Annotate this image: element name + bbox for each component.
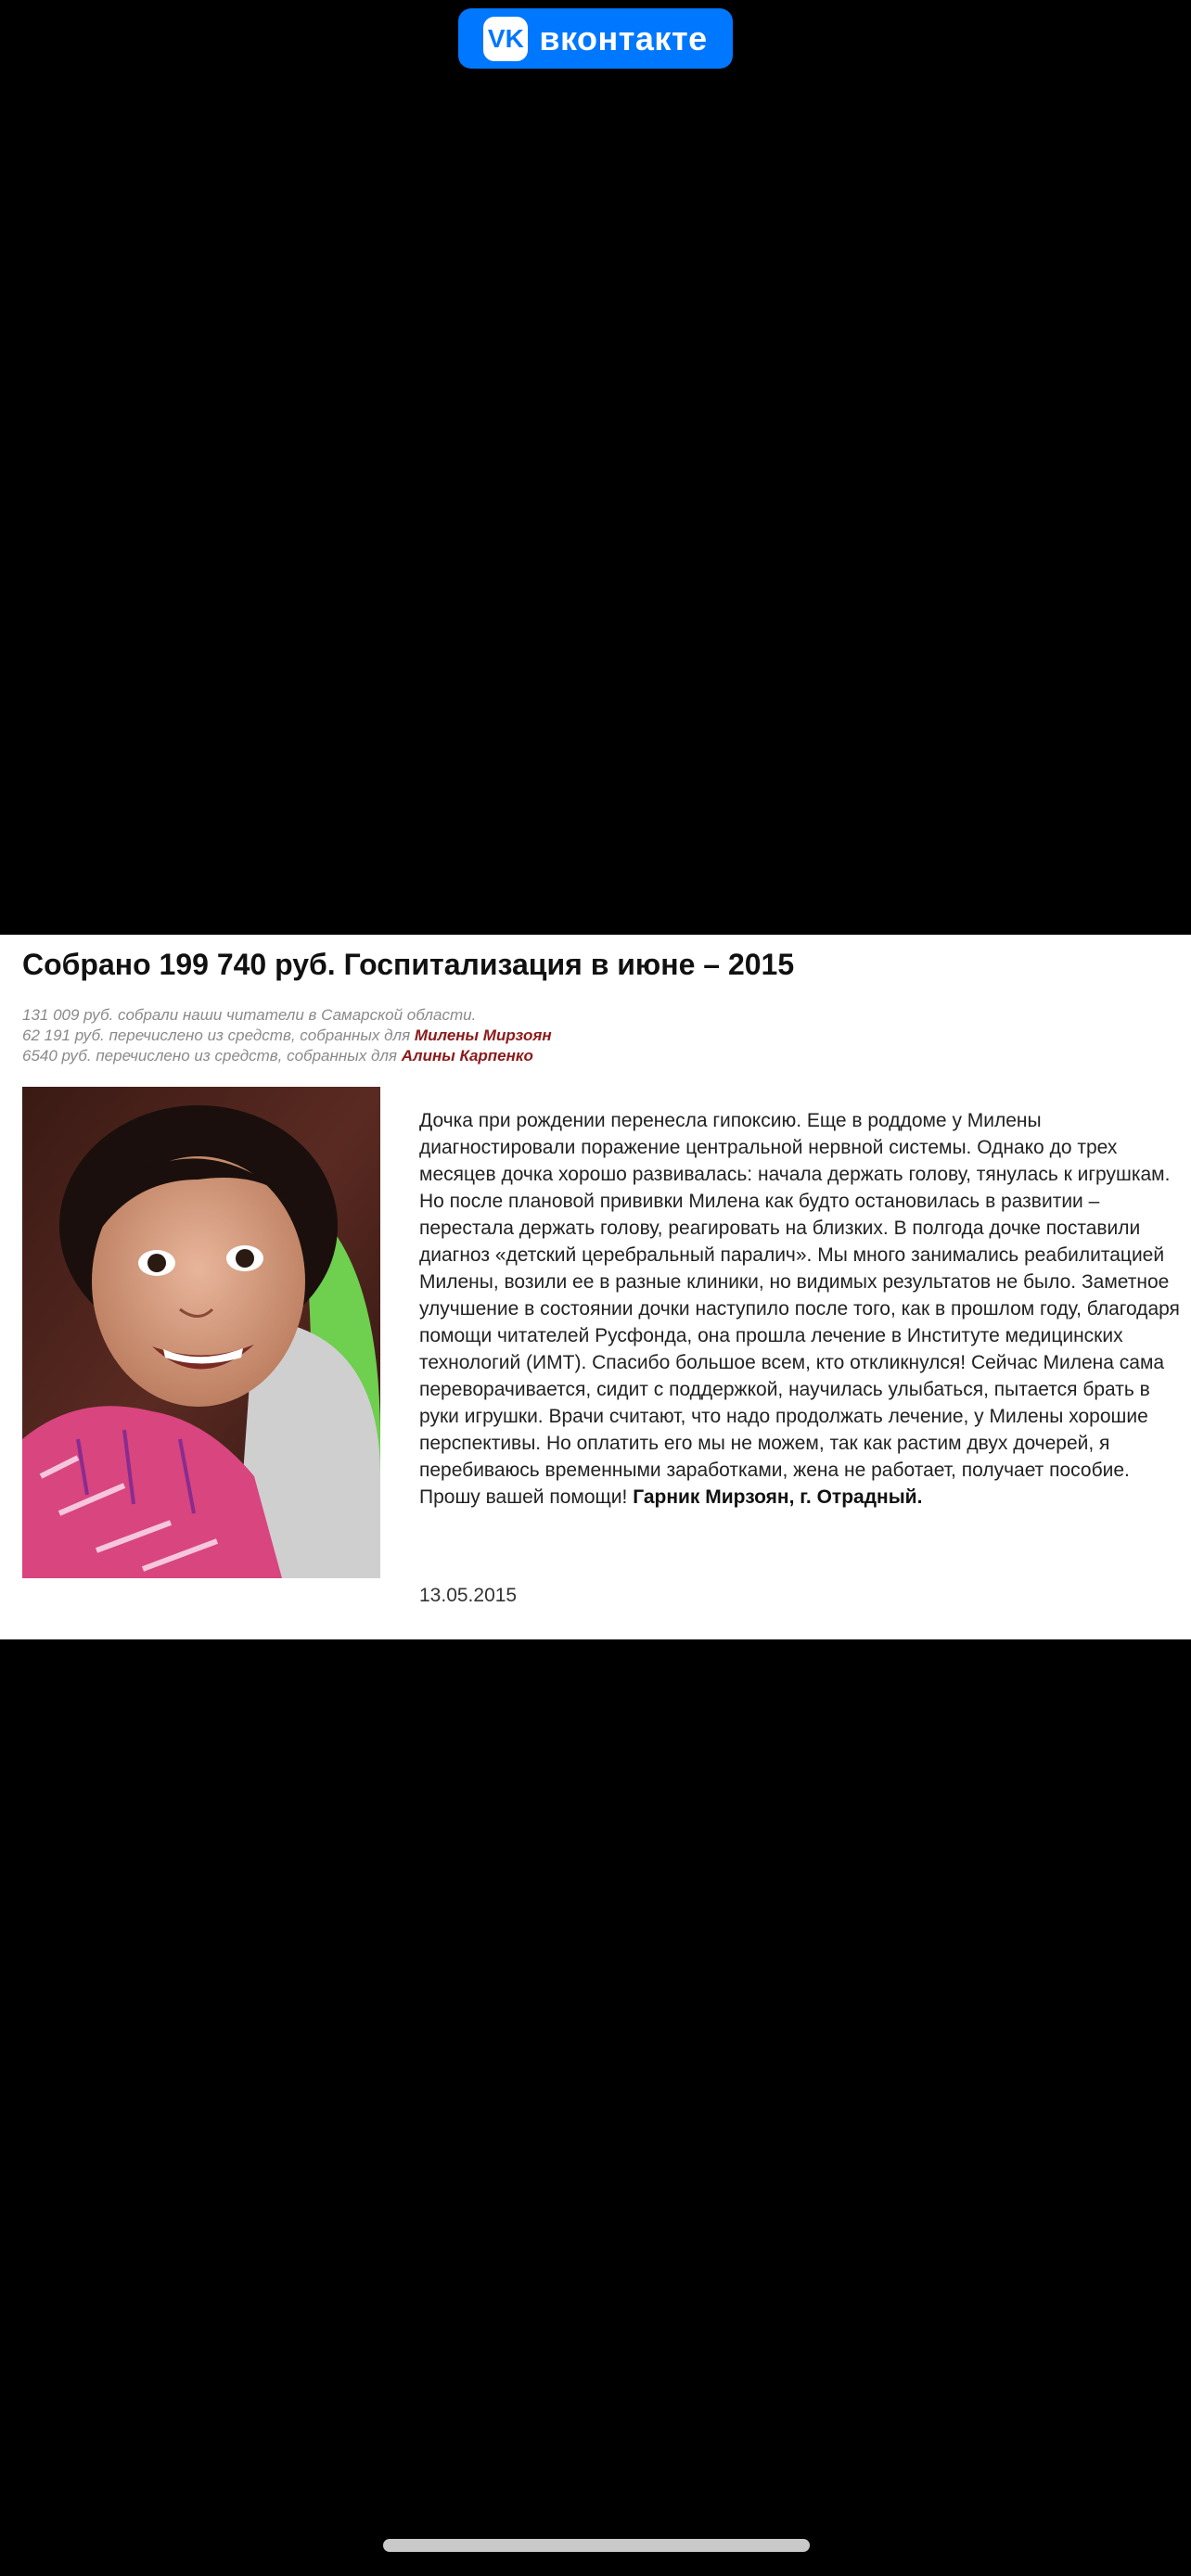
article-date: 13.05.2015 [419,1585,518,1606]
article-body: Дочка при рождении перенесла гипоксию. Еще в роддоме у Милены диагностировали поражение центральной нервной системы. Однако до трех месяцев дочка хорошо развивалась: начала держать голову, тянулась к игрушкам. Но после плановой прививки Милена как будто остановилась в развитии – перестала держать голову, реагировать на близких. В полгода дочке поставили диагноз «детский церебральный паралич». Мы много занимались реабилитацией Милены, возили ее в разные клиники, но видимых результатов не было. Заметное улучшение в состоянии дочки наступило после того, как в прошлом году, благодаря помощи читателей Русфонда, она прошла лечение в Институте медицинских технологий (ИМТ). Спасибо большое всем, кто откликнулся! Сейчас Милена сама переворачивается, сидит с поддержкой, научилась улыбаться, пытается брать в руки игрушки. Врачи считают, что надо продолжать лечение, у Милены хорошие перспективы. Но оплатить его мы не можем, так как растим двух дочерей, я перебиваюсь временными заработками, жена не работает, получает пособие. Прошу вашей помощи! Гарник Мирзоян, г. Отрадный. [419,1110,1180,1508]
funds-line: 6540 руб. перечислено из средств, собранных для Алины Карпенко [22,1047,533,1065]
funds-line: 62 191 руб. перечислено из средств, собранных для Милены Мирзоян [22,1027,552,1044]
alina-link[interactable]: Алины Карпенко [401,1047,533,1065]
vk-logo-icon: VK [483,17,528,61]
child-photo-illustration [22,1087,380,1578]
article-screenshot [0,935,1191,1639]
child-photo [22,1087,380,1578]
signature: Гарник Мирзоян, г. Отрадный. [633,1486,923,1508]
vk-brand-name: вконтакте [539,19,708,57]
funds-summary [22,1005,552,1066]
article-title: Собрано 199 740 руб. Госпитализация в июне – 2015 [22,948,795,981]
home-indicator[interactable] [383,2539,810,2552]
funds-line: 131 009 руб. собрали наши читатели в Самарской области. [22,1006,477,1024]
milena-link[interactable]: Милены Мирзоян [414,1027,552,1044]
vk-brand-badge[interactable] [458,8,733,69]
